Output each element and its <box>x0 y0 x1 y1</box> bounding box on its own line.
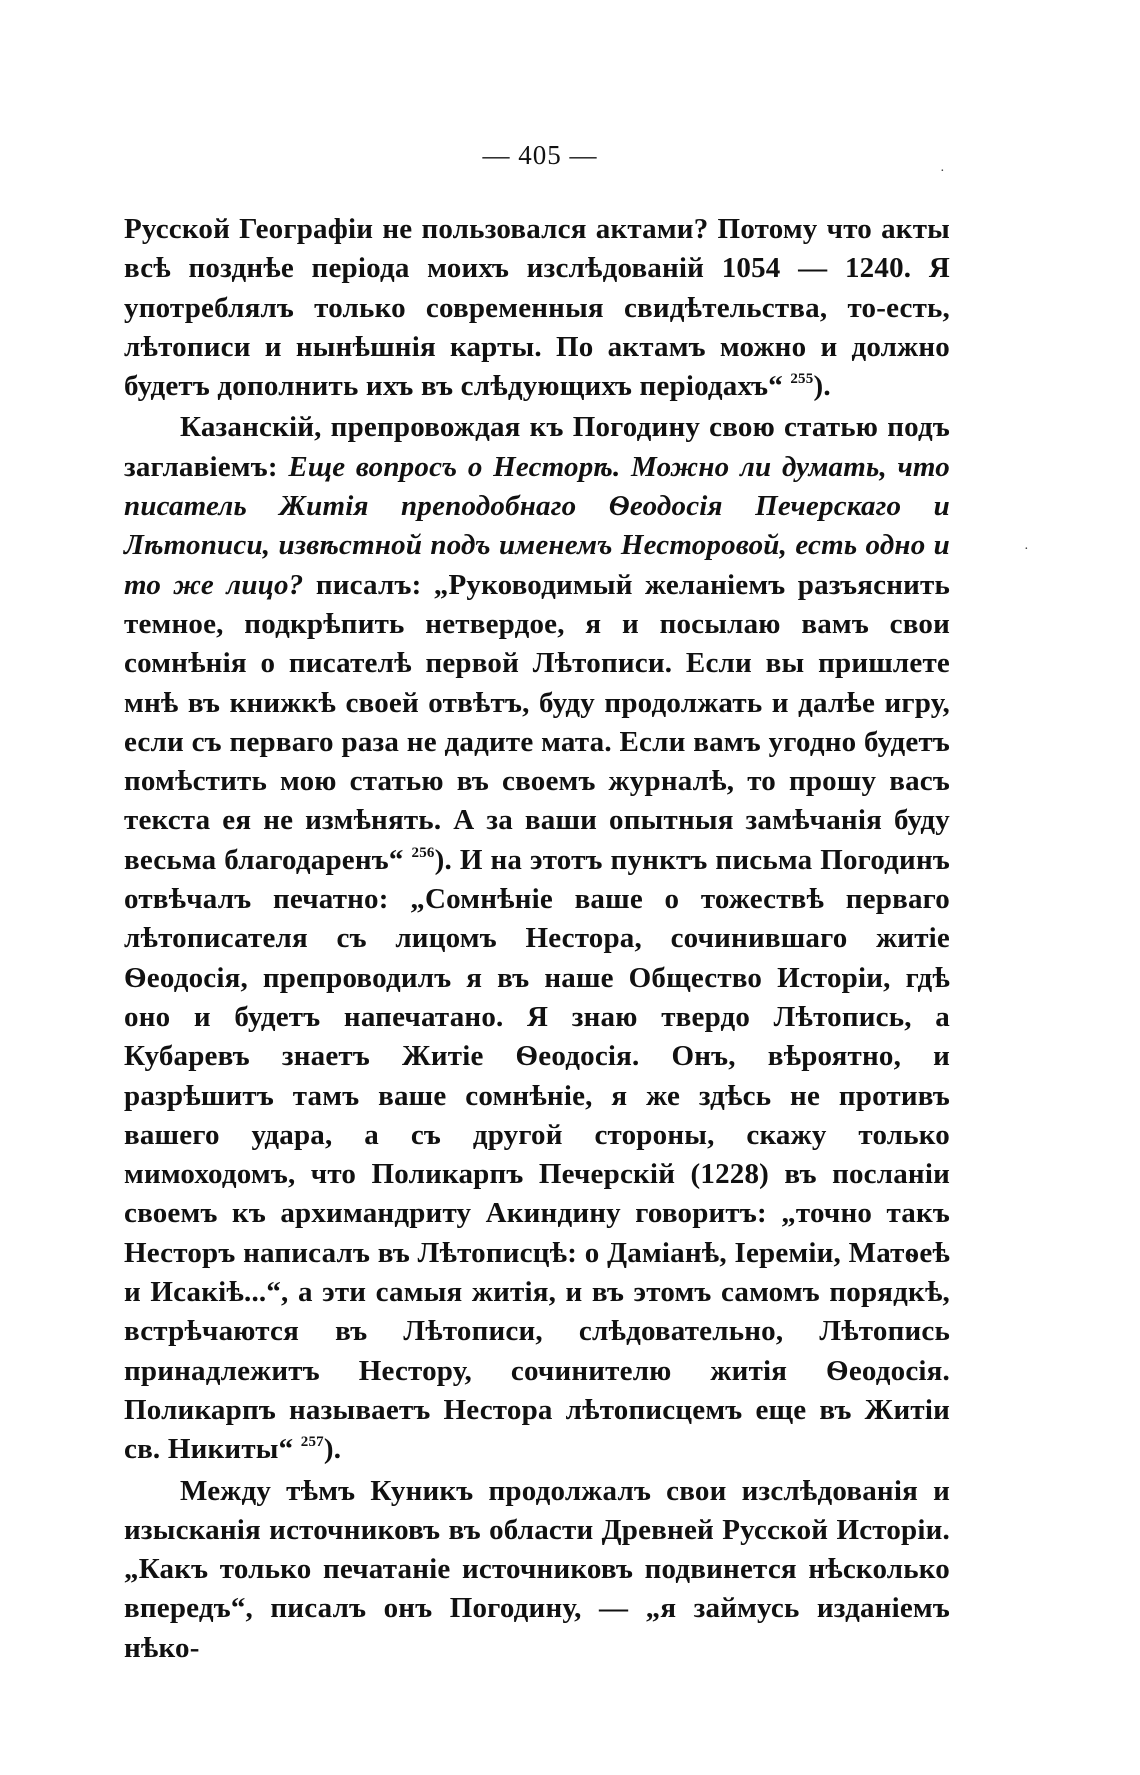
paragraph-2-text-1: Казанскій, препровождая къ Погодину свою статью подъ заглавіемъ: <box>124 411 950 483</box>
page-number: — 405 — <box>482 140 598 170</box>
paragraph-1-text-2: ). <box>813 370 831 403</box>
paragraph-2-text-3: ). И на этотъ пунктъ письма Погодинъ отвѣчалъ печатно: „Сомнѣніе ваше о тожествѣ перваго лѣтописателя съ лицомъ Нестора, сочинившаго житіе Ѳеодосія, препроводилъ я въ наше Общество Исторіи, гдѣ оно и будетъ напечатано. Я знаю твердо Лѣтопись, а Кубаревъ знаетъ Житіе Ѳеодосія. Онъ, вѣроятно, и разрѣшитъ тамъ ваше сомнѣніе, я же здѣсь не противъ вашего удара, а съ другой стороны, скажу только мимоходомъ, что Поликарпъ Печерскій (1228) въ посланіи своемъ къ архимандриту Акиндину говоритъ: „точно такъ Несторъ написалъ въ Лѣтописцѣ: о Даміанѣ, Іереміи, Матѳеѣ и Исакіѣ...“, а эти самыя житія, и въ этомъ самомъ порядкѣ, встрѣчаются въ Лѣтописи, слѣдовательно, Лѣтопись принадлежитъ Нестору, сочинителю житія Ѳеодосія. Поликарпъ называетъ Нестора лѣтописцемъ еще въ Житіи св. Никиты“ <box>124 843 950 1466</box>
paragraph-3 <box>124 1472 950 1668</box>
paragraph-2 <box>124 408 950 1469</box>
paragraph-2-text-2: писалъ: „Руководимый желаніемъ разъяснить темное, подкрѣпить нетвердое, я и посылаю вамъ свои сомнѣнія о писателѣ первой Лѣтописи. Если вы пришлете мнѣ въ книжкѣ своей отвѣтъ, буду продолжать и далѣе игру, если съ перваго раза не дадите мата. Если вамъ угодно будетъ помѣстить мою статью въ своемъ журналѣ, то прошу васъ текста ея не измѣнять. А за ваши опытныя замѣчанія буду весьма благодаренъ“ <box>124 568 951 876</box>
footnote-ref-256: 256 <box>411 844 435 861</box>
article-title-italic: Еще вопросъ о Несторѣ. Можно ли думать, что писатель Житія преподобнаго Ѳеодосія Печерскаго и Лѣтописи, извѣстной подъ именемъ Несторовой, есть одно и то же лицо? <box>124 450 951 601</box>
print-speck: · <box>1024 542 1029 557</box>
body-text <box>124 210 950 1668</box>
paragraph-1 <box>124 210 950 406</box>
print-speck: · <box>940 164 945 179</box>
footnote-ref-257: 257 <box>300 1434 324 1451</box>
paragraph-1-text-1: Русской Географіи не пользовался актами? Потому что акты всѣ позднѣе періода моихъ изслѣдованій 1054 — 1240. Я употреблялъ только современныя свидѣтельства, то-есть, лѣтописи и нынѣшнія карты. По актамъ можно и должно будетъ дополнить ихъ въ слѣдующихъ періодахъ“ <box>124 213 950 403</box>
footnote-ref-255: 255 <box>790 371 814 388</box>
paragraph-3-text-1: Между тѣмъ Куникъ продолжалъ свои изслѣдованія и изысканія источниковъ въ области Древней Русской Исторіи. „Какъ только печатаніе источниковъ подвинется нѣсколько впередъ“, писалъ онъ Погодину, — „я займусь изданіемъ нѣко- <box>124 1474 950 1664</box>
paragraph-2-text-4: ). <box>323 1433 342 1466</box>
